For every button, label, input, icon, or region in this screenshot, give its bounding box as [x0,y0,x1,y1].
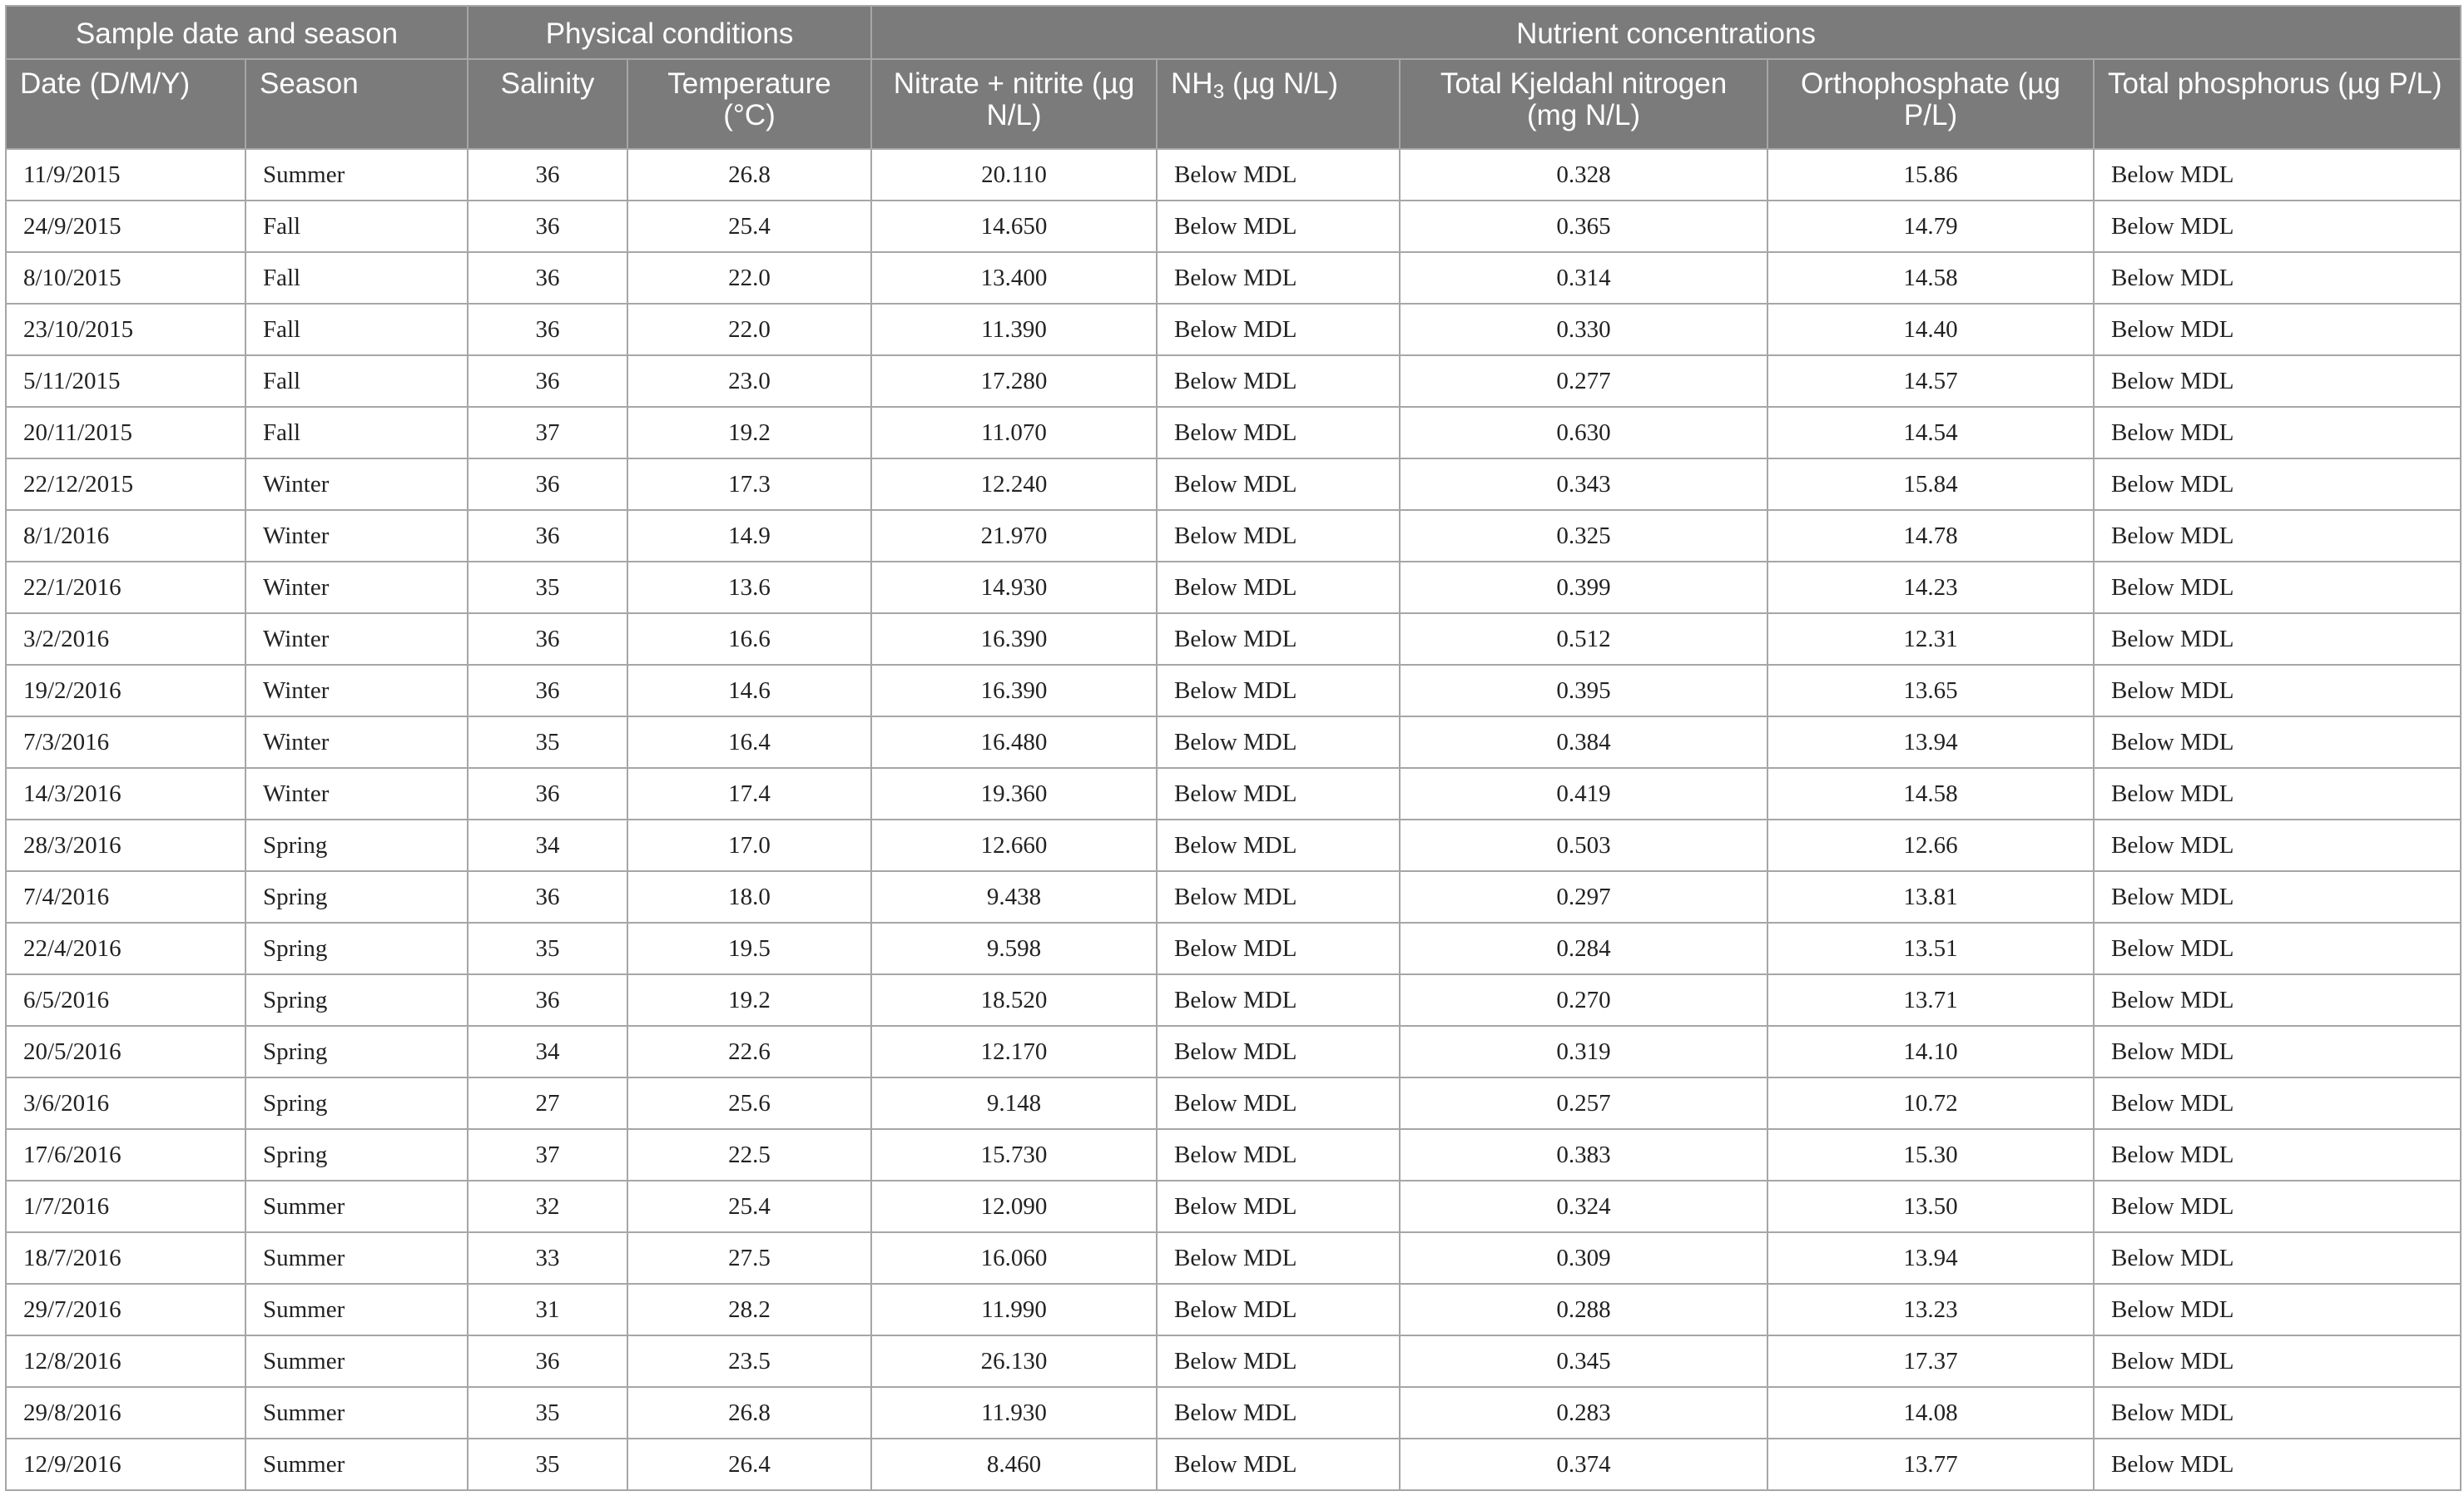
cell-orthophosphate: 13.65 [1767,665,2094,716]
column-header-row [6,59,2461,149]
col-header-date: Date (D/M/Y) [6,59,245,149]
cell-total-phosphorus: Below MDL [2094,613,2461,665]
cell-salinity: 36 [468,665,627,716]
cell-salinity: 36 [468,458,627,510]
cell-nh3: Below MDL [1157,304,1400,355]
cell-nitrate-nitrite: 19.360 [871,768,1157,820]
table-row [6,149,2461,201]
cell-orthophosphate: 13.77 [1767,1439,2094,1490]
cell-nitrate-nitrite: 9.148 [871,1077,1157,1129]
cell-total-phosphorus: Below MDL [2094,1232,2461,1284]
cell-date: 29/8/2016 [6,1387,245,1439]
table-row [6,613,2461,665]
cell-nitrate-nitrite: 16.390 [871,613,1157,665]
cell-nitrate-nitrite: 21.970 [871,510,1157,562]
table-row [6,407,2461,458]
cell-nh3: Below MDL [1157,665,1400,716]
table-row [6,1077,2461,1129]
cell-tkn: 0.257 [1400,1077,1767,1129]
cell-date: 17/6/2016 [6,1129,245,1181]
cell-total-phosphorus: Below MDL [2094,1026,2461,1077]
col-header-salinity: Salinity [468,59,627,149]
cell-nitrate-nitrite: 12.240 [871,458,1157,510]
table-body [6,149,2461,1490]
cell-salinity: 33 [468,1232,627,1284]
cell-nh3: Below MDL [1157,871,1400,923]
cell-temperature: 17.3 [627,458,871,510]
group-header-nutrients: Nutrient concentrations [871,6,2461,59]
cell-total-phosphorus: Below MDL [2094,665,2461,716]
cell-nitrate-nitrite: 11.390 [871,304,1157,355]
cell-total-phosphorus: Below MDL [2094,149,2461,201]
table-row [6,1335,2461,1387]
cell-salinity: 31 [468,1284,627,1335]
cell-salinity: 35 [468,716,627,768]
cell-salinity: 36 [468,974,627,1026]
table-row [6,716,2461,768]
cell-tkn: 0.512 [1400,613,1767,665]
cell-total-phosphorus: Below MDL [2094,1284,2461,1335]
cell-tkn: 0.319 [1400,1026,1767,1077]
cell-date: 6/5/2016 [6,974,245,1026]
cell-total-phosphorus: Below MDL [2094,355,2461,407]
cell-salinity: 36 [468,1335,627,1387]
cell-salinity: 36 [468,252,627,304]
cell-temperature: 26.8 [627,149,871,201]
cell-orthophosphate: 13.94 [1767,716,2094,768]
cell-tkn: 0.277 [1400,355,1767,407]
table-row [6,871,2461,923]
cell-date: 22/4/2016 [6,923,245,974]
cell-total-phosphorus: Below MDL [2094,1181,2461,1232]
cell-season: Winter [245,613,468,665]
cell-tkn: 0.309 [1400,1232,1767,1284]
cell-temperature: 16.4 [627,716,871,768]
cell-temperature: 28.2 [627,1284,871,1335]
cell-nh3: Below MDL [1157,1284,1400,1335]
cell-salinity: 36 [468,304,627,355]
cell-temperature: 19.5 [627,923,871,974]
table-row [6,768,2461,820]
cell-salinity: 35 [468,1439,627,1490]
cell-orthophosphate: 14.40 [1767,304,2094,355]
col-header-orthophosphate: Orthophosphate (µg P/L) [1767,59,2094,149]
cell-orthophosphate: 14.54 [1767,407,2094,458]
cell-nitrate-nitrite: 9.598 [871,923,1157,974]
cell-temperature: 17.4 [627,768,871,820]
cell-date: 23/10/2015 [6,304,245,355]
cell-salinity: 36 [468,871,627,923]
cell-salinity: 36 [468,355,627,407]
cell-total-phosphorus: Below MDL [2094,1129,2461,1181]
col-header-temperature: Temperature (°C) [627,59,871,149]
cell-tkn: 0.419 [1400,768,1767,820]
cell-temperature: 18.0 [627,871,871,923]
cell-nitrate-nitrite: 11.990 [871,1284,1157,1335]
cell-season: Spring [245,1077,468,1129]
cell-orthophosphate: 13.94 [1767,1232,2094,1284]
table-row [6,252,2461,304]
cell-season: Spring [245,1129,468,1181]
cell-total-phosphorus: Below MDL [2094,252,2461,304]
cell-date: 24/9/2015 [6,201,245,252]
nh3-subscript: 3 [1212,81,1225,104]
cell-nh3: Below MDL [1157,252,1400,304]
cell-season: Summer [245,149,468,201]
cell-nh3: Below MDL [1157,1181,1400,1232]
cell-nh3: Below MDL [1157,923,1400,974]
cell-date: 29/7/2016 [6,1284,245,1335]
cell-tkn: 0.343 [1400,458,1767,510]
cell-nh3: Below MDL [1157,562,1400,613]
nh3-prefix: NH [1171,67,1213,100]
cell-tkn: 0.503 [1400,820,1767,871]
cell-temperature: 23.5 [627,1335,871,1387]
cell-season: Fall [245,407,468,458]
cell-orthophosphate: 14.57 [1767,355,2094,407]
table-row [6,1232,2461,1284]
cell-nitrate-nitrite: 17.280 [871,355,1157,407]
cell-nh3: Below MDL [1157,1232,1400,1284]
col-header-tkn: Total Kjeldahl nitrogen (mg N/L) [1400,59,1767,149]
cell-tkn: 0.297 [1400,871,1767,923]
cell-nh3: Below MDL [1157,1129,1400,1181]
cell-total-phosphorus: Below MDL [2094,1387,2461,1439]
cell-nitrate-nitrite: 8.460 [871,1439,1157,1490]
group-header-physical: Physical conditions [468,6,871,59]
cell-nitrate-nitrite: 13.400 [871,252,1157,304]
cell-tkn: 0.395 [1400,665,1767,716]
cell-temperature: 27.5 [627,1232,871,1284]
cell-season: Fall [245,304,468,355]
col-header-nitrate-nitrite: Nitrate + nitrite (µg N/L) [871,59,1157,149]
table-row [6,1026,2461,1077]
cell-orthophosphate: 13.71 [1767,974,2094,1026]
table-row [6,665,2461,716]
cell-season: Summer [245,1335,468,1387]
cell-salinity: 36 [468,510,627,562]
cell-date: 5/11/2015 [6,355,245,407]
cell-temperature: 13.6 [627,562,871,613]
cell-nitrate-nitrite: 14.650 [871,201,1157,252]
cell-temperature: 26.4 [627,1439,871,1490]
cell-temperature: 19.2 [627,974,871,1026]
cell-nh3: Below MDL [1157,510,1400,562]
cell-season: Spring [245,820,468,871]
cell-season: Fall [245,252,468,304]
cell-tkn: 0.630 [1400,407,1767,458]
cell-tkn: 0.345 [1400,1335,1767,1387]
cell-temperature: 16.6 [627,613,871,665]
cell-salinity: 36 [468,149,627,201]
cell-nh3: Below MDL [1157,201,1400,252]
nh3-suffix: (µg N/L) [1224,67,1339,100]
cell-tkn: 0.270 [1400,974,1767,1026]
cell-date: 19/2/2016 [6,665,245,716]
cell-salinity: 35 [468,1387,627,1439]
cell-orthophosphate: 13.81 [1767,871,2094,923]
cell-temperature: 22.0 [627,304,871,355]
cell-nitrate-nitrite: 16.060 [871,1232,1157,1284]
cell-date: 1/7/2016 [6,1181,245,1232]
cell-orthophosphate: 14.79 [1767,201,2094,252]
table-row [6,1387,2461,1439]
cell-nh3: Below MDL [1157,149,1400,201]
cell-nh3: Below MDL [1157,1026,1400,1077]
cell-tkn: 0.314 [1400,252,1767,304]
cell-total-phosphorus: Below MDL [2094,820,2461,871]
cell-tkn: 0.324 [1400,1181,1767,1232]
table-row [6,201,2461,252]
cell-date: 28/3/2016 [6,820,245,871]
cell-season: Summer [245,1387,468,1439]
cell-date: 20/5/2016 [6,1026,245,1077]
table-row [6,820,2461,871]
cell-season: Spring [245,974,468,1026]
cell-temperature: 17.0 [627,820,871,871]
cell-season: Summer [245,1181,468,1232]
cell-orthophosphate: 15.84 [1767,458,2094,510]
cell-temperature: 26.8 [627,1387,871,1439]
cell-total-phosphorus: Below MDL [2094,716,2461,768]
cell-orthophosphate: 15.30 [1767,1129,2094,1181]
cell-orthophosphate: 14.58 [1767,768,2094,820]
cell-season: Fall [245,201,468,252]
cell-total-phosphorus: Below MDL [2094,201,2461,252]
cell-total-phosphorus: Below MDL [2094,1077,2461,1129]
cell-nh3: Below MDL [1157,355,1400,407]
cell-orthophosphate: 15.86 [1767,149,2094,201]
cell-nh3: Below MDL [1157,716,1400,768]
cell-salinity: 36 [468,613,627,665]
cell-tkn: 0.383 [1400,1129,1767,1181]
cell-season: Summer [245,1232,468,1284]
table-row [6,974,2461,1026]
cell-salinity: 37 [468,1129,627,1181]
cell-nh3: Below MDL [1157,1335,1400,1387]
cell-season: Spring [245,871,468,923]
cell-orthophosphate: 13.50 [1767,1181,2094,1232]
cell-salinity: 35 [468,562,627,613]
cell-nitrate-nitrite: 9.438 [871,871,1157,923]
cell-salinity: 27 [468,1077,627,1129]
cell-nitrate-nitrite: 11.070 [871,407,1157,458]
cell-nh3: Below MDL [1157,820,1400,871]
cell-nitrate-nitrite: 12.660 [871,820,1157,871]
cell-temperature: 25.4 [627,201,871,252]
table-row [6,304,2461,355]
cell-temperature: 14.6 [627,665,871,716]
cell-total-phosphorus: Below MDL [2094,1335,2461,1387]
table-header [6,6,2461,149]
cell-salinity: 36 [468,768,627,820]
cell-nh3: Below MDL [1157,1077,1400,1129]
cell-tkn: 0.374 [1400,1439,1767,1490]
nutrient-data-table [5,5,2462,1491]
cell-season: Spring [245,1026,468,1077]
cell-orthophosphate: 14.08 [1767,1387,2094,1439]
table-row [6,923,2461,974]
table-row [6,1439,2461,1490]
cell-season: Winter [245,562,468,613]
cell-salinity: 35 [468,923,627,974]
cell-nh3: Below MDL [1157,974,1400,1026]
table-row [6,562,2461,613]
cell-season: Winter [245,665,468,716]
cell-nh3: Below MDL [1157,613,1400,665]
cell-nh3: Below MDL [1157,458,1400,510]
cell-nh3: Below MDL [1157,768,1400,820]
cell-date: 11/9/2015 [6,149,245,201]
cell-nh3: Below MDL [1157,407,1400,458]
group-header-sample-date: Sample date and season [6,6,468,59]
cell-season: Winter [245,768,468,820]
cell-date: 8/1/2016 [6,510,245,562]
cell-orthophosphate: 12.31 [1767,613,2094,665]
cell-season: Winter [245,716,468,768]
cell-orthophosphate: 14.10 [1767,1026,2094,1077]
cell-nitrate-nitrite: 26.130 [871,1335,1157,1387]
cell-date: 22/12/2015 [6,458,245,510]
cell-total-phosphorus: Below MDL [2094,923,2461,974]
cell-date: 7/3/2016 [6,716,245,768]
cell-orthophosphate: 14.78 [1767,510,2094,562]
cell-date: 20/11/2015 [6,407,245,458]
cell-orthophosphate: 13.51 [1767,923,2094,974]
cell-season: Spring [245,923,468,974]
cell-tkn: 0.399 [1400,562,1767,613]
table-row [6,1129,2461,1181]
cell-date: 22/1/2016 [6,562,245,613]
cell-nitrate-nitrite: 11.930 [871,1387,1157,1439]
cell-date: 12/8/2016 [6,1335,245,1387]
cell-season: Summer [245,1439,468,1490]
cell-temperature: 25.6 [627,1077,871,1129]
cell-temperature: 22.0 [627,252,871,304]
cell-total-phosphorus: Below MDL [2094,1439,2461,1490]
cell-total-phosphorus: Below MDL [2094,510,2461,562]
table-row [6,510,2461,562]
cell-date: 3/6/2016 [6,1077,245,1129]
cell-temperature: 23.0 [627,355,871,407]
group-header-row [6,6,2461,59]
cell-tkn: 0.325 [1400,510,1767,562]
cell-orthophosphate: 13.23 [1767,1284,2094,1335]
cell-total-phosphorus: Below MDL [2094,768,2461,820]
cell-salinity: 32 [468,1181,627,1232]
cell-season: Winter [245,458,468,510]
cell-tkn: 0.330 [1400,304,1767,355]
cell-nitrate-nitrite: 12.090 [871,1181,1157,1232]
col-header-total-phosphorus: Total phosphorus (µg P/L) [2094,59,2461,149]
cell-tkn: 0.284 [1400,923,1767,974]
cell-nitrate-nitrite: 14.930 [871,562,1157,613]
cell-date: 12/9/2016 [6,1439,245,1490]
cell-date: 7/4/2016 [6,871,245,923]
cell-tkn: 0.365 [1400,201,1767,252]
cell-orthophosphate: 17.37 [1767,1335,2094,1387]
cell-temperature: 22.5 [627,1129,871,1181]
cell-temperature: 19.2 [627,407,871,458]
cell-temperature: 25.4 [627,1181,871,1232]
cell-total-phosphorus: Below MDL [2094,871,2461,923]
cell-nitrate-nitrite: 16.390 [871,665,1157,716]
cell-nitrate-nitrite: 12.170 [871,1026,1157,1077]
cell-salinity: 36 [468,201,627,252]
cell-date: 18/7/2016 [6,1232,245,1284]
cell-temperature: 22.6 [627,1026,871,1077]
cell-nitrate-nitrite: 16.480 [871,716,1157,768]
cell-total-phosphorus: Below MDL [2094,458,2461,510]
cell-nitrate-nitrite: 20.110 [871,149,1157,201]
col-header-season: Season [245,59,468,149]
cell-date: 8/10/2015 [6,252,245,304]
cell-nh3: Below MDL [1157,1387,1400,1439]
cell-salinity: 34 [468,820,627,871]
cell-total-phosphorus: Below MDL [2094,407,2461,458]
cell-salinity: 37 [468,407,627,458]
table-row [6,355,2461,407]
cell-nh3: Below MDL [1157,1439,1400,1490]
cell-salinity: 34 [468,1026,627,1077]
table-row [6,1181,2461,1232]
cell-nitrate-nitrite: 15.730 [871,1129,1157,1181]
table-row [6,458,2461,510]
col-header-nh3 [1157,59,1400,149]
cell-total-phosphorus: Below MDL [2094,562,2461,613]
cell-nitrate-nitrite: 18.520 [871,974,1157,1026]
cell-orthophosphate: 14.23 [1767,562,2094,613]
cell-orthophosphate: 14.58 [1767,252,2094,304]
cell-date: 14/3/2016 [6,768,245,820]
cell-orthophosphate: 12.66 [1767,820,2094,871]
cell-date: 3/2/2016 [6,613,245,665]
cell-orthophosphate: 10.72 [1767,1077,2094,1129]
cell-total-phosphorus: Below MDL [2094,304,2461,355]
cell-season: Winter [245,510,468,562]
cell-season: Fall [245,355,468,407]
table-row [6,1284,2461,1335]
cell-tkn: 0.328 [1400,149,1767,201]
cell-temperature: 14.9 [627,510,871,562]
cell-tkn: 0.384 [1400,716,1767,768]
cell-season: Summer [245,1284,468,1335]
cell-tkn: 0.288 [1400,1284,1767,1335]
cell-tkn: 0.283 [1400,1387,1767,1439]
cell-total-phosphorus: Below MDL [2094,974,2461,1026]
